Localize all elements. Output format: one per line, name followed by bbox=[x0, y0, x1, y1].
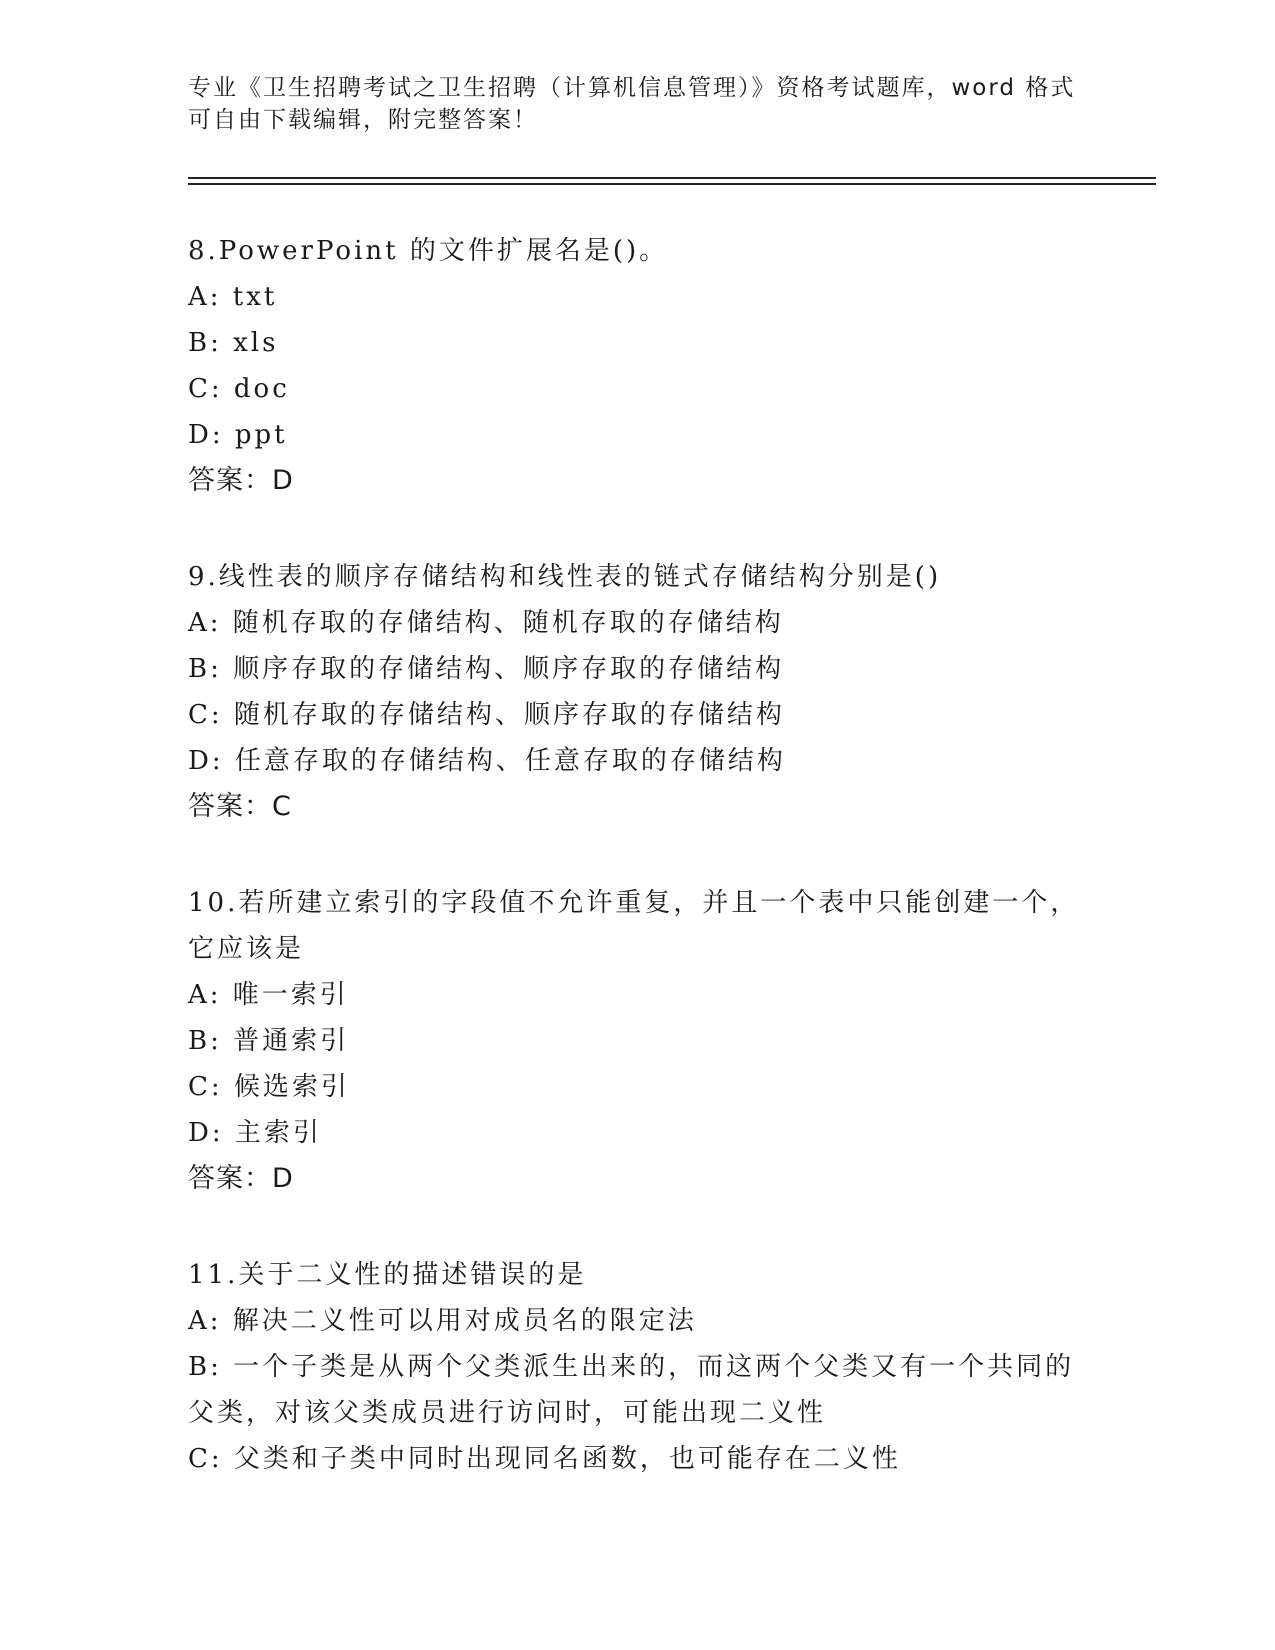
question-10 bbox=[188, 880, 1088, 1202]
header-divider-bottom bbox=[188, 183, 1156, 185]
option-d: D: ppt bbox=[188, 420, 288, 450]
option-b: B: 一个子类是从两个父类派生出来的，而这两个父类又有一个共同的 bbox=[188, 1352, 1075, 1382]
option-c: C: 候选索引 bbox=[188, 1072, 350, 1102]
option-b: B: 普通索引 bbox=[188, 1026, 350, 1056]
question-11 bbox=[188, 1252, 1088, 1482]
header-divider-top bbox=[188, 177, 1156, 179]
question-stem: 10.若所建立索引的字段值不允许重复，并且一个表中只能创建一个， bbox=[188, 888, 1080, 918]
option-c: C: 随机存取的存储结构、顺序存取的存储结构 bbox=[188, 700, 785, 730]
document-header bbox=[188, 72, 1088, 136]
option-c: C: doc bbox=[188, 374, 290, 404]
option-a: A: txt bbox=[188, 282, 278, 312]
answer: 答案：C bbox=[188, 791, 292, 822]
option-d: D: 任意存取的存储结构、任意存取的存储结构 bbox=[188, 746, 786, 776]
question-list bbox=[188, 228, 1088, 1532]
option-c: C: 父类和子类中同时出现同名函数，也可能存在二义性 bbox=[188, 1444, 901, 1474]
option-b-continued: 父类，对该父类成员进行访问时，可能出现二义性 bbox=[188, 1398, 827, 1428]
question-8 bbox=[188, 228, 1088, 504]
option-b: B: 顺序存取的存储结构、顺序存取的存储结构 bbox=[188, 654, 785, 684]
option-b: B: xls bbox=[188, 328, 279, 358]
option-a: A: 随机存取的存储结构、随机存取的存储结构 bbox=[188, 608, 784, 638]
header-line-2: 可自由下载编辑，附完整答案！ bbox=[188, 107, 538, 133]
question-9 bbox=[188, 554, 1088, 830]
header-line-1: 专业《卫生招聘考试之卫生招聘（计算机信息管理）》资格考试题库，word 格式 bbox=[188, 75, 1076, 101]
option-d: D: 主索引 bbox=[188, 1118, 322, 1148]
answer: 答案：D bbox=[188, 1163, 294, 1194]
question-stem: 11.关于二义性的描述错误的是 bbox=[188, 1260, 587, 1290]
option-a: A: 唯一索引 bbox=[188, 980, 349, 1010]
option-a: A: 解决二义性可以用对成员名的限定法 bbox=[188, 1306, 697, 1336]
answer: 答案：D bbox=[188, 465, 294, 496]
question-stem-continued: 它应该是 bbox=[188, 934, 305, 964]
question-stem: 9.线性表的顺序存储结构和线性表的链式存储结构分别是() bbox=[188, 562, 942, 592]
question-stem: 8.PowerPoint 的文件扩展名是()。 bbox=[188, 236, 669, 266]
